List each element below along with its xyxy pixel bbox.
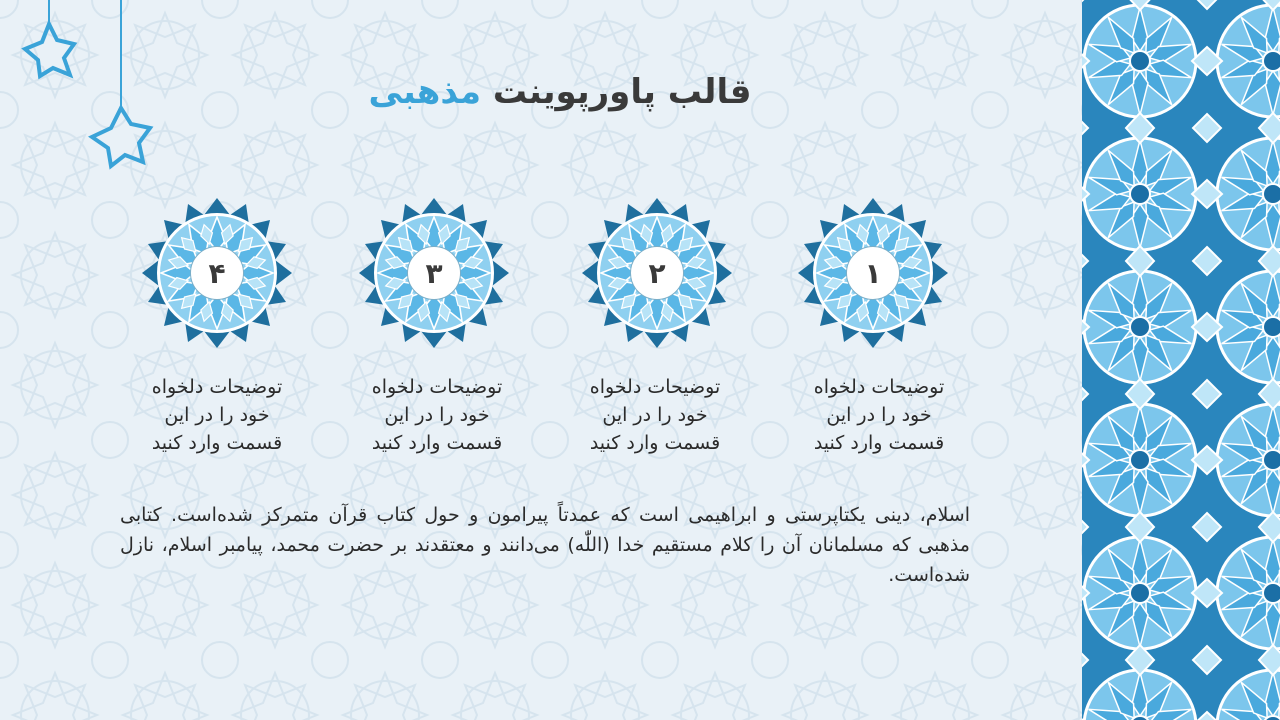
body-paragraph: اسلام، دینی یکتاپرستی و ابراهیمی است که عمدتاً پیرامون و حول کتاب قرآن متمرکز شده‌است. کتابی مذهبی که مسلمانان آن را کلام مستقیم خدا (اللّٰه) می‌دانند و معتقدند بر حضرت محمد، پیامبر اسلام، نازل شده‌است. [120,504,970,586]
step-number: ۴ [190,246,244,300]
description-line: قسمت وارد کنید [371,432,503,454]
medallion-2 [582,198,732,348]
description-line: خود را در این [384,404,490,426]
title-accent: مذهبی [368,72,482,112]
medallion-1 [798,198,948,348]
step-number: ۳ [407,246,461,300]
item-3-description [342,373,532,457]
description-line: توضیحات دلخواه [371,376,503,398]
side-pattern-panel [1082,0,1280,720]
page-title [300,72,820,112]
hanging-stars-ornament [0,0,170,180]
description-line: قسمت وارد کنید [589,432,721,454]
description-line: خود را در این [164,404,270,426]
step-number: ۱ [846,246,900,300]
step-number: ۲ [630,246,684,300]
description-line: توضیحات دلخواه [589,376,721,398]
description-line: توضیحات دلخواه [813,376,945,398]
description-line: قسمت وارد کنید [813,432,945,454]
description-line: خود را در این [602,404,708,426]
medallion-4 [142,198,292,348]
item-2-description [560,373,750,457]
item-4-description [122,373,312,457]
description-line: خود را در این [826,404,932,426]
item-1-description [784,373,974,457]
medallion-3 [359,198,509,348]
description-line: قسمت وارد کنید [151,432,283,454]
description-line: توضیحات دلخواه [151,376,283,398]
title-main: قالب پاورپوینت [492,72,752,112]
